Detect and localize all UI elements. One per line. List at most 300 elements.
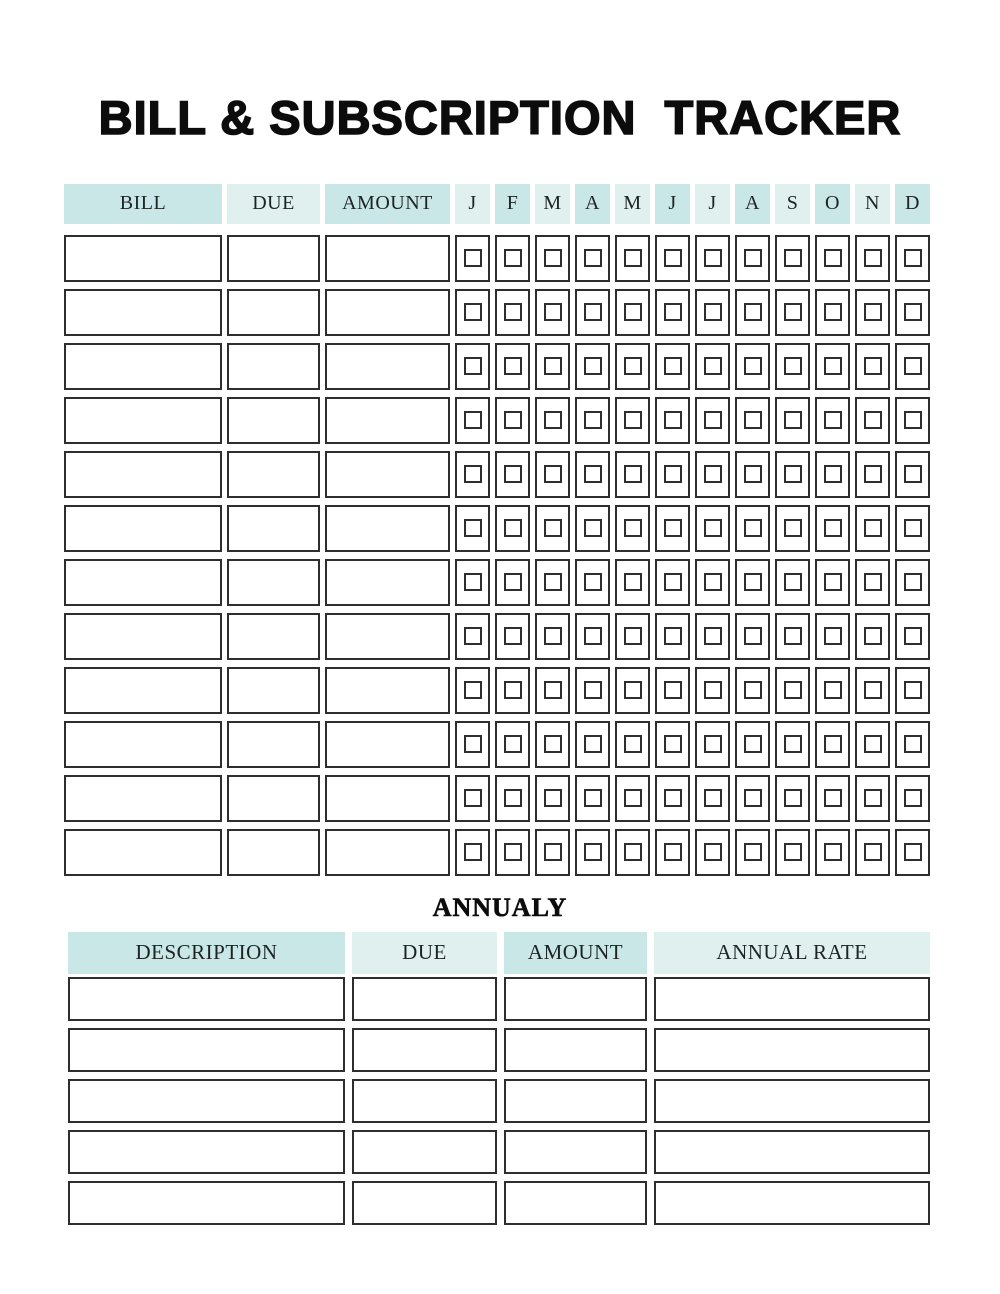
checkbox-icon[interactable] xyxy=(704,303,722,321)
month-cell-feb xyxy=(495,397,530,444)
checkbox-icon[interactable] xyxy=(544,249,562,267)
checkbox-icon[interactable] xyxy=(504,411,522,429)
checkbox-icon[interactable] xyxy=(864,735,882,753)
bill-field[interactable] xyxy=(64,775,222,822)
description-field[interactable] xyxy=(68,1079,345,1123)
amount-field[interactable] xyxy=(325,721,450,768)
checkbox-icon[interactable] xyxy=(464,789,482,807)
checkbox-icon[interactable] xyxy=(624,789,642,807)
checkbox-icon[interactable] xyxy=(784,681,802,699)
checkbox-icon[interactable] xyxy=(624,681,642,699)
checkbox-icon[interactable] xyxy=(664,465,682,483)
checkbox-icon[interactable] xyxy=(464,681,482,699)
checkbox-icon[interactable] xyxy=(464,465,482,483)
checkbox-icon[interactable] xyxy=(904,519,922,537)
annual-col-header-annual-rate: ANNUAL RATE xyxy=(654,932,930,974)
checkbox-icon[interactable] xyxy=(864,249,882,267)
month-cell-feb xyxy=(495,667,530,714)
checkbox-icon[interactable] xyxy=(904,303,922,321)
checkbox-icon[interactable] xyxy=(664,573,682,591)
checkbox-icon[interactable] xyxy=(744,573,762,591)
amount-field[interactable] xyxy=(504,1130,647,1174)
monthly-tracker-row xyxy=(64,343,932,390)
month-cell-jun xyxy=(655,451,690,498)
month-header-apr: A xyxy=(575,184,610,224)
month-cell-feb xyxy=(495,505,530,552)
month-cell-feb xyxy=(495,289,530,336)
month-cell-apr xyxy=(575,559,610,606)
checkbox-icon[interactable] xyxy=(584,627,602,645)
checkbox-icon[interactable] xyxy=(864,843,882,861)
due-field[interactable] xyxy=(352,1181,497,1225)
monthly-tracker-row xyxy=(64,829,932,876)
checkbox-icon[interactable] xyxy=(664,735,682,753)
checkbox-icon[interactable] xyxy=(784,627,802,645)
month-cell-sep xyxy=(775,505,810,552)
checkbox-icon[interactable] xyxy=(664,249,682,267)
due-field[interactable] xyxy=(227,505,320,552)
checkbox-icon[interactable] xyxy=(784,465,802,483)
month-cell-jul xyxy=(695,721,730,768)
description-field[interactable] xyxy=(68,1181,345,1225)
amount-field[interactable] xyxy=(325,451,450,498)
amount-field[interactable] xyxy=(325,397,450,444)
checkbox-icon[interactable] xyxy=(864,303,882,321)
checkbox-icon[interactable] xyxy=(824,843,842,861)
checkbox-icon[interactable] xyxy=(704,249,722,267)
description-field[interactable] xyxy=(68,1130,345,1174)
checkbox-icon[interactable] xyxy=(704,519,722,537)
month-cell-mar xyxy=(535,343,570,390)
month-cell-mar xyxy=(535,559,570,606)
checkbox-icon[interactable] xyxy=(664,303,682,321)
amount-field[interactable] xyxy=(504,977,647,1021)
checkbox-icon[interactable] xyxy=(704,357,722,375)
checkbox-icon[interactable] xyxy=(744,735,762,753)
checkbox-icon[interactable] xyxy=(584,843,602,861)
checkbox-icon[interactable] xyxy=(744,357,762,375)
due-field[interactable] xyxy=(227,667,320,714)
annual-tracker-row xyxy=(68,1181,930,1225)
month-cell-mar xyxy=(535,775,570,822)
checkbox-icon[interactable] xyxy=(704,465,722,483)
checkbox-icon[interactable] xyxy=(784,843,802,861)
month-cell-nov xyxy=(855,451,890,498)
checkbox-icon[interactable] xyxy=(864,519,882,537)
checkbox-icon[interactable] xyxy=(824,681,842,699)
month-cell-sep xyxy=(775,343,810,390)
checkbox-icon[interactable] xyxy=(624,357,642,375)
checkbox-icon[interactable] xyxy=(904,627,922,645)
checkbox-icon[interactable] xyxy=(544,411,562,429)
checkbox-icon[interactable] xyxy=(904,465,922,483)
checkbox-icon[interactable] xyxy=(584,735,602,753)
amount-field[interactable] xyxy=(325,775,450,822)
month-cell-dec xyxy=(895,667,930,714)
checkbox-icon[interactable] xyxy=(464,303,482,321)
annual-col-header-description: DESCRIPTION xyxy=(68,932,345,974)
bill-field[interactable] xyxy=(64,397,222,444)
month-cell-feb xyxy=(495,343,530,390)
month-cell-oct xyxy=(815,397,850,444)
checkbox-icon[interactable] xyxy=(584,411,602,429)
checkbox-icon[interactable] xyxy=(904,681,922,699)
month-cell-jan xyxy=(455,343,490,390)
month-cell-jun xyxy=(655,721,690,768)
checkbox-icon[interactable] xyxy=(824,465,842,483)
month-cell-aug xyxy=(735,397,770,444)
month-cell-jan xyxy=(455,235,490,282)
annual-tracker-row xyxy=(68,1079,930,1123)
month-cell-dec xyxy=(895,559,930,606)
bill-field[interactable] xyxy=(64,451,222,498)
monthly-tracker-row xyxy=(64,613,932,660)
annual-tracker-row xyxy=(68,977,930,1021)
checkbox-icon[interactable] xyxy=(504,789,522,807)
amount-field[interactable] xyxy=(325,667,450,714)
amount-field[interactable] xyxy=(325,505,450,552)
checkbox-icon[interactable] xyxy=(784,519,802,537)
month-cell-jul xyxy=(695,775,730,822)
checkbox-icon[interactable] xyxy=(664,789,682,807)
checkbox-icon[interactable] xyxy=(504,357,522,375)
checkbox-icon[interactable] xyxy=(544,789,562,807)
annual-tracker-row xyxy=(68,1028,930,1072)
checkbox-icon[interactable] xyxy=(664,681,682,699)
checkbox-icon[interactable] xyxy=(704,789,722,807)
month-cell-dec xyxy=(895,289,930,336)
checkbox-icon[interactable] xyxy=(624,735,642,753)
checkbox-icon[interactable] xyxy=(704,573,722,591)
month-cell-dec xyxy=(895,775,930,822)
month-cell-may xyxy=(615,343,650,390)
checkbox-icon[interactable] xyxy=(824,627,842,645)
month-cell-nov xyxy=(855,343,890,390)
checkbox-icon[interactable] xyxy=(744,789,762,807)
checkbox-icon[interactable] xyxy=(824,357,842,375)
month-cell-jul xyxy=(695,451,730,498)
annual-rate-field[interactable] xyxy=(654,1130,930,1174)
month-cell-sep xyxy=(775,289,810,336)
checkbox-icon[interactable] xyxy=(504,519,522,537)
month-cell-nov xyxy=(855,559,890,606)
annual-tracker-row xyxy=(68,1130,930,1174)
due-field[interactable] xyxy=(352,1028,497,1072)
month-cell-sep xyxy=(775,451,810,498)
checkbox-icon[interactable] xyxy=(504,681,522,699)
month-cell-sep xyxy=(775,721,810,768)
month-header-aug: A xyxy=(735,184,770,224)
annual-col-header-amount: AMOUNT xyxy=(504,932,647,974)
checkbox-icon[interactable] xyxy=(864,789,882,807)
due-field[interactable] xyxy=(227,721,320,768)
monthly-tracker-row xyxy=(64,667,932,714)
monthly-header-row xyxy=(64,184,932,224)
month-cell-jan xyxy=(455,505,490,552)
month-cell-sep xyxy=(775,397,810,444)
month-cell-aug xyxy=(735,451,770,498)
checkbox-icon[interactable] xyxy=(544,573,562,591)
checkbox-icon[interactable] xyxy=(824,519,842,537)
checkbox-icon[interactable] xyxy=(704,627,722,645)
checkbox-icon[interactable] xyxy=(584,789,602,807)
due-field[interactable] xyxy=(227,559,320,606)
checkbox-icon[interactable] xyxy=(464,843,482,861)
annual-rate-field[interactable] xyxy=(654,1079,930,1123)
due-field[interactable] xyxy=(227,829,320,876)
checkbox-icon[interactable] xyxy=(544,735,562,753)
bill-field[interactable] xyxy=(64,505,222,552)
checkbox-icon[interactable] xyxy=(464,411,482,429)
monthly-tracker-row xyxy=(64,397,932,444)
month-cell-jul xyxy=(695,343,730,390)
monthly-tracker-row xyxy=(64,289,932,336)
amount-field[interactable] xyxy=(325,343,450,390)
month-cell-jan xyxy=(455,721,490,768)
page-title: BILL & SUBSCRIPTION TRACKER xyxy=(98,91,902,144)
checkbox-icon[interactable] xyxy=(784,789,802,807)
checkbox-icon[interactable] xyxy=(704,681,722,699)
month-cell-oct xyxy=(815,829,850,876)
checkbox-icon[interactable] xyxy=(784,357,802,375)
due-field[interactable] xyxy=(352,1130,497,1174)
monthly-tracker-row xyxy=(64,451,932,498)
checkbox-icon[interactable] xyxy=(624,519,642,537)
checkbox-icon[interactable] xyxy=(744,681,762,699)
month-cell-mar xyxy=(535,397,570,444)
month-cell-feb xyxy=(495,235,530,282)
checkbox-icon[interactable] xyxy=(624,465,642,483)
month-cell-aug xyxy=(735,613,770,660)
month-cell-jan xyxy=(455,397,490,444)
checkbox-icon[interactable] xyxy=(784,573,802,591)
checkbox-icon[interactable] xyxy=(744,843,762,861)
checkbox-icon[interactable] xyxy=(504,627,522,645)
col-header-bill: BILL xyxy=(64,184,222,224)
checkbox-icon[interactable] xyxy=(864,357,882,375)
month-cell-dec xyxy=(895,505,930,552)
checkbox-icon[interactable] xyxy=(624,411,642,429)
monthly-tracker-table xyxy=(64,184,932,876)
month-cell-oct xyxy=(815,721,850,768)
checkbox-icon[interactable] xyxy=(904,411,922,429)
amount-field[interactable] xyxy=(325,613,450,660)
checkbox-icon[interactable] xyxy=(784,249,802,267)
checkbox-icon[interactable] xyxy=(464,573,482,591)
month-cell-nov xyxy=(855,505,890,552)
checkbox-icon[interactable] xyxy=(624,303,642,321)
checkbox-icon[interactable] xyxy=(784,411,802,429)
checkbox-icon[interactable] xyxy=(744,249,762,267)
checkbox-icon[interactable] xyxy=(904,789,922,807)
month-cell-feb xyxy=(495,775,530,822)
checkbox-icon[interactable] xyxy=(504,843,522,861)
month-cell-sep xyxy=(775,559,810,606)
checkbox-icon[interactable] xyxy=(904,357,922,375)
month-cell-apr xyxy=(575,505,610,552)
due-field[interactable] xyxy=(227,397,320,444)
bill-field[interactable] xyxy=(64,289,222,336)
bill-field[interactable] xyxy=(64,235,222,282)
amount-field[interactable] xyxy=(325,559,450,606)
month-cell-oct xyxy=(815,613,850,660)
checkbox-icon[interactable] xyxy=(504,249,522,267)
checkbox-icon[interactable] xyxy=(464,735,482,753)
month-cell-apr xyxy=(575,235,610,282)
checkbox-icon[interactable] xyxy=(864,573,882,591)
checkbox-icon[interactable] xyxy=(904,249,922,267)
checkbox-icon[interactable] xyxy=(744,465,762,483)
month-cell-jul xyxy=(695,397,730,444)
checkbox-icon[interactable] xyxy=(584,519,602,537)
month-cell-jun xyxy=(655,829,690,876)
month-cell-aug xyxy=(735,721,770,768)
month-header-dec: D xyxy=(895,184,930,224)
checkbox-icon[interactable] xyxy=(664,843,682,861)
bill-field[interactable] xyxy=(64,343,222,390)
month-cell-aug xyxy=(735,775,770,822)
month-header-oct: O xyxy=(815,184,850,224)
checkbox-icon[interactable] xyxy=(824,249,842,267)
description-field[interactable] xyxy=(68,977,345,1021)
checkbox-icon[interactable] xyxy=(904,573,922,591)
checkbox-icon[interactable] xyxy=(864,627,882,645)
month-cell-aug xyxy=(735,505,770,552)
bill-field[interactable] xyxy=(64,721,222,768)
checkbox-icon[interactable] xyxy=(544,627,562,645)
checkbox-icon[interactable] xyxy=(544,357,562,375)
annual-rate-field[interactable] xyxy=(654,1028,930,1072)
month-header-jan: J xyxy=(455,184,490,224)
checkbox-icon[interactable] xyxy=(504,465,522,483)
due-field[interactable] xyxy=(352,977,497,1021)
amount-field[interactable] xyxy=(504,1181,647,1225)
month-cell-apr xyxy=(575,667,610,714)
due-field[interactable] xyxy=(227,235,320,282)
checkbox-icon[interactable] xyxy=(464,357,482,375)
checkbox-icon[interactable] xyxy=(704,843,722,861)
bill-field[interactable] xyxy=(64,559,222,606)
checkbox-icon[interactable] xyxy=(584,465,602,483)
checkbox-icon[interactable] xyxy=(784,303,802,321)
amount-field[interactable] xyxy=(325,289,450,336)
checkbox-icon[interactable] xyxy=(544,465,562,483)
month-cell-dec xyxy=(895,451,930,498)
bill-field[interactable] xyxy=(64,613,222,660)
due-field[interactable] xyxy=(227,289,320,336)
checkbox-icon[interactable] xyxy=(864,465,882,483)
checkbox-icon[interactable] xyxy=(544,519,562,537)
checkbox-icon[interactable] xyxy=(664,411,682,429)
month-cell-jun xyxy=(655,343,690,390)
checkbox-icon[interactable] xyxy=(664,627,682,645)
checkbox-icon[interactable] xyxy=(504,303,522,321)
bill-field[interactable] xyxy=(64,667,222,714)
checkbox-icon[interactable] xyxy=(584,681,602,699)
checkbox-icon[interactable] xyxy=(584,357,602,375)
month-cell-may xyxy=(615,559,650,606)
checkbox-icon[interactable] xyxy=(704,411,722,429)
checkbox-icon[interactable] xyxy=(624,627,642,645)
checkbox-icon[interactable] xyxy=(624,573,642,591)
annual-section-title: ANNUALY xyxy=(432,892,568,922)
checkbox-icon[interactable] xyxy=(664,519,682,537)
checkbox-icon[interactable] xyxy=(464,627,482,645)
month-cell-apr xyxy=(575,289,610,336)
checkbox-icon[interactable] xyxy=(744,411,762,429)
checkbox-icon[interactable] xyxy=(704,735,722,753)
checkbox-icon[interactable] xyxy=(584,249,602,267)
month-cell-nov xyxy=(855,397,890,444)
checkbox-icon[interactable] xyxy=(784,735,802,753)
checkbox-icon[interactable] xyxy=(824,573,842,591)
checkbox-icon[interactable] xyxy=(864,681,882,699)
month-cell-dec xyxy=(895,235,930,282)
checkbox-icon[interactable] xyxy=(744,303,762,321)
month-cell-nov xyxy=(855,667,890,714)
checkbox-icon[interactable] xyxy=(904,735,922,753)
checkbox-icon[interactable] xyxy=(744,519,762,537)
due-field[interactable] xyxy=(227,343,320,390)
month-cell-may xyxy=(615,451,650,498)
annual-rate-field[interactable] xyxy=(654,977,930,1021)
month-cell-nov xyxy=(855,721,890,768)
month-cell-jan xyxy=(455,775,490,822)
bill-field[interactable] xyxy=(64,829,222,876)
checkbox-icon[interactable] xyxy=(504,735,522,753)
checkbox-icon[interactable] xyxy=(744,627,762,645)
checkbox-icon[interactable] xyxy=(864,411,882,429)
month-cell-jun xyxy=(655,559,690,606)
month-cell-jun xyxy=(655,289,690,336)
checkbox-icon[interactable] xyxy=(544,843,562,861)
checkbox-icon[interactable] xyxy=(464,249,482,267)
annual-rate-field[interactable] xyxy=(654,1181,930,1225)
amount-field[interactable] xyxy=(325,235,450,282)
month-cell-dec xyxy=(895,721,930,768)
checkbox-icon[interactable] xyxy=(824,789,842,807)
checkbox-icon[interactable] xyxy=(584,303,602,321)
checkbox-icon[interactable] xyxy=(824,411,842,429)
month-cell-feb xyxy=(495,721,530,768)
checkbox-icon[interactable] xyxy=(624,843,642,861)
checkbox-icon[interactable] xyxy=(584,573,602,591)
amount-field[interactable] xyxy=(504,1028,647,1072)
month-cell-jun xyxy=(655,235,690,282)
month-cell-oct xyxy=(815,775,850,822)
checkbox-icon[interactable] xyxy=(904,843,922,861)
checkbox-icon[interactable] xyxy=(464,519,482,537)
checkbox-icon[interactable] xyxy=(824,735,842,753)
checkbox-icon[interactable] xyxy=(624,249,642,267)
due-field[interactable] xyxy=(227,451,320,498)
checkbox-icon[interactable] xyxy=(664,357,682,375)
month-cell-sep xyxy=(775,613,810,660)
due-field[interactable] xyxy=(227,775,320,822)
amount-field[interactable] xyxy=(325,829,450,876)
description-field[interactable] xyxy=(68,1028,345,1072)
due-field[interactable] xyxy=(227,613,320,660)
annual-col-header-due: DUE xyxy=(352,932,497,974)
month-cell-aug xyxy=(735,559,770,606)
month-cell-jul xyxy=(695,829,730,876)
checkbox-icon[interactable] xyxy=(824,303,842,321)
checkbox-icon[interactable] xyxy=(544,681,562,699)
due-field[interactable] xyxy=(352,1079,497,1123)
checkbox-icon[interactable] xyxy=(504,573,522,591)
amount-field[interactable] xyxy=(504,1079,647,1123)
checkbox-icon[interactable] xyxy=(544,303,562,321)
